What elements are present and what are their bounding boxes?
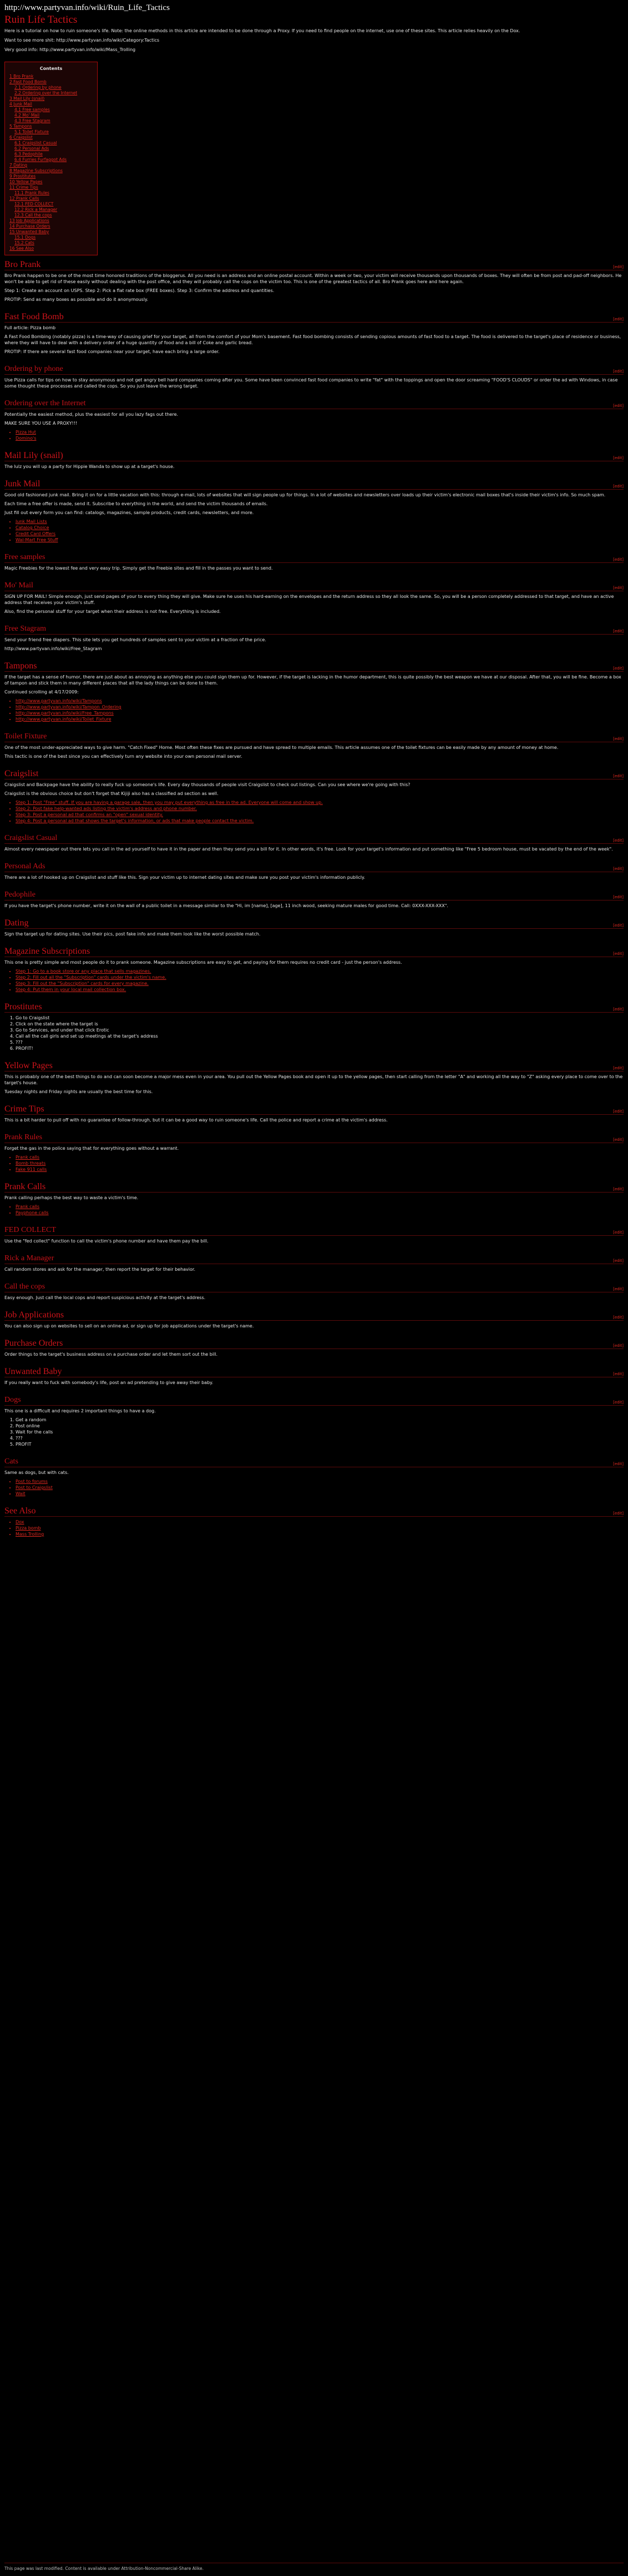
- list-item: 2. Post online: [16, 1423, 624, 1429]
- paragraph: Tuesday nights and Friday nights are usually the best time for this.: [4, 1089, 153, 1094]
- heading-text: Unwanted Baby: [4, 1367, 62, 1376]
- toc-heading: Contents: [39, 66, 63, 71]
- toc-link[interactable]: 15.1 Dogs: [14, 235, 36, 240]
- section-heading: [4, 1506, 624, 1517]
- article-section: [0, 862, 628, 886]
- section-heading: [4, 451, 624, 461]
- list-item: 1. Get a random: [16, 1417, 624, 1423]
- list-item[interactable]: • http://www.partyvan.info/wiki/Toilet_Fixture: [16, 716, 624, 722]
- subsection-heading: [4, 624, 624, 635]
- bullet-list: [4, 429, 624, 441]
- paragraph: MAKE SURE YOU USE A PROXY!!!: [4, 421, 78, 426]
- edit-link[interactable]: [edit]: [613, 1462, 624, 1466]
- paragraph: Easy enough. Just call the local cops and report suspicious activity at the target's address.: [4, 1295, 206, 1300]
- bullet-list: [4, 1478, 624, 1497]
- list-item[interactable]: • Post to forums: [16, 1478, 624, 1485]
- heading-text: Pedophile: [4, 890, 36, 899]
- toc-link[interactable]: 5 Tampons: [9, 124, 32, 129]
- list-item: 3. Wait for the calls: [16, 1429, 624, 1435]
- toc-link[interactable]: 9 Prostitutes: [9, 174, 36, 179]
- article-section: [0, 1339, 628, 1362]
- heading-text: Dogs: [4, 1396, 21, 1404]
- paragraph: A Fast Food Bombing (notably pizza) is a time-way of causing grief for your target, all from the comfort of your Mom's basement. Fast food bombing consists of sending copious amounts of fast food to a target. The food is delivered to the target's place of residence or business, where they will have to deal with a delivery order of a huge quantity of food and a bill of Coke and garlic bread.: [4, 334, 621, 345]
- paragraph: Order things to the target's business address on a purchase order and let them sort out the bill.: [4, 1352, 218, 1357]
- edit-link[interactable]: [edit]: [613, 1187, 624, 1191]
- list-item: 3. Go to Services, and under that click Erotic: [16, 1027, 624, 1033]
- list-item[interactable]: • Step 1: Post "Free" stuff. If you are having a garage sale, then you may put everything as free in the ad. Everyone will come and show up.: [16, 799, 624, 806]
- list-item: 4. Call all the call girls and set up meetings at the target's address: [16, 1033, 624, 1039]
- article-section: [0, 1282, 628, 1306]
- list-item[interactable]: • Step 4: Put them in your local mail collection box.: [16, 987, 624, 993]
- edit-link[interactable]: [edit]: [613, 1287, 624, 1291]
- article-section: [0, 1506, 628, 1542]
- heading-text: Tampons: [4, 661, 37, 671]
- subsection-heading: [4, 364, 624, 375]
- list-item[interactable]: • http://www.partyvan.info/wiki/Free_Tampons: [16, 710, 624, 716]
- toc-link[interactable]: 5.1 Toilet Fixture: [14, 129, 49, 134]
- paragraph: Prank calling perhaps the best way to waste a victim's time.: [4, 1195, 139, 1200]
- table-of-contents: [4, 62, 98, 255]
- article-section: [0, 312, 628, 360]
- toc-link[interactable]: 4.2 Mo' Mail: [14, 113, 40, 118]
- heading-text: Mo' Mail: [4, 581, 33, 590]
- bullet-list: [4, 1519, 624, 1537]
- toc-link[interactable]: 4 Junk Mail: [9, 102, 32, 107]
- paragraph: There are a lot of hooked up on Craigslist and stuff like this. Sign your victim up to internet dating sites and make sure you post your victim's information publicly.: [4, 875, 366, 880]
- toc-link[interactable]: 10 Yellow Pages: [9, 179, 43, 184]
- paragraph: This one is pretty simple and most people do it to prank someone. Magazine subscriptions are easy to get, and paying for them requires no credit card - just the person's address.: [4, 960, 402, 965]
- edit-link[interactable]: [edit]: [613, 867, 624, 871]
- bullet-list: [4, 698, 624, 722]
- list-item[interactable]: • Domino's: [16, 435, 624, 441]
- edit-link[interactable]: [edit]: [613, 456, 624, 460]
- list-item: 1. Go to Craigslist: [16, 1015, 624, 1021]
- article-section: [0, 1254, 628, 1277]
- edit-link[interactable]: [edit]: [613, 923, 624, 928]
- paragraph: If you really want to fuck with somebody's life, post an ad pretending to give away their baby.: [4, 1380, 214, 1385]
- heading-text: Bro Prank: [4, 260, 41, 269]
- bullet-list: [4, 1204, 624, 1216]
- toc-link[interactable]: 3 Mail Lily (snail): [9, 96, 45, 101]
- paragraph: Also, find the personal stuff for your target when their address is not free. Everything is included.: [4, 609, 221, 614]
- subsection-heading: [4, 890, 624, 900]
- section-heading: [4, 1061, 624, 1071]
- edit-link[interactable]: [edit]: [613, 557, 624, 562]
- page-title: Ruin Life Tactics: [4, 14, 78, 26]
- paragraph: Use Pizza calls for tips on how to stay anonymous and not get angry bell hard companies coming after you. Some have been convinced fast food companies to write "fat" with the toppings and open the door screaming "FOOD'S CLOUDS" or order the ad with Windows, in case some thought these processes and called the cops. So you just leave the wrong target.: [4, 378, 618, 389]
- toc-link[interactable]: 16 See Also: [9, 246, 34, 251]
- edit-link[interactable]: [edit]: [613, 737, 624, 741]
- article-section: [0, 661, 628, 727]
- paragraph: The lulz you will up a party for Hippie Wanda to show up at a target's house.: [4, 464, 175, 469]
- heading-text: FED COLLECT: [4, 1226, 56, 1234]
- edit-link[interactable]: [edit]: [613, 1400, 624, 1405]
- article-section: [0, 732, 628, 764]
- toc-link[interactable]: 14 Purchase Orders: [9, 224, 50, 229]
- section-heading: [4, 1002, 624, 1013]
- heading-text: See Also: [4, 1506, 36, 1516]
- paragraph: You can also sign up on websites to sell on an online ad, or sign up for job applications under the target's name.: [4, 1324, 254, 1329]
- bullet-list: [4, 519, 624, 543]
- paragraph: Full article: Pizza bomb: [4, 325, 56, 330]
- paragraph: Almost every newspaper out there lets you call in the ad yourself to have it in the paper and then they send you a bill for it. In other words, it's free. Look for your target's information and put something like "Free 5 bedroom house, must be vacated by the end of the week".: [4, 847, 613, 852]
- heading-text: Mail Lily (snail): [4, 451, 63, 460]
- list-item[interactable]: • Fake 911 calls: [16, 1166, 624, 1173]
- article-section: [0, 624, 628, 657]
- paragraph: Magic Freebies for the lowest fee and very easy trip. Simply get the Freebie sites and fill in the passes you want to send.: [4, 566, 273, 571]
- list-item[interactable]: • Wal-Mart Free Stuff: [16, 537, 624, 543]
- article-section: [0, 364, 628, 394]
- article-section: [0, 1225, 628, 1249]
- heading-text: Prank Calls: [4, 1182, 46, 1191]
- article-section: [0, 260, 628, 308]
- list-item[interactable]: • Catalog Choice: [16, 525, 624, 531]
- subsection-heading: [4, 732, 624, 742]
- edit-link[interactable]: [edit]: [613, 952, 624, 956]
- article-section: [0, 769, 628, 829]
- toc-link[interactable]: 11 Crime Tips: [9, 185, 38, 190]
- list-item: 6. PROFIT!: [16, 1045, 624, 1051]
- paragraph: Sign the target up for dating sites. Use their pics, post fake info and make them look like the worst possible match.: [4, 932, 261, 937]
- toc-link[interactable]: 6.3 Pedophile: [14, 152, 43, 157]
- list-item[interactable]: • Wait: [16, 1491, 624, 1497]
- list-item: 5. PROFIT: [16, 1441, 624, 1447]
- edit-link[interactable]: [edit]: [613, 1511, 624, 1516]
- list-item[interactable]: • Mass Trolling: [16, 1531, 624, 1537]
- paragraph: http://www.partyvan.info/wiki/Free_Stagram: [4, 646, 102, 651]
- heading-text: Craigslist Casual: [4, 834, 58, 842]
- bullet-list: [4, 968, 624, 993]
- list-item[interactable]: • Step 3: Post a personal ad that confirms an "open" sexual identity.: [16, 812, 624, 818]
- footer: This page was last modified. Content is available under Attribution-Noncommercial-Share Alike.: [4, 2563, 624, 2572]
- heading-text: Ordering over the Internet: [4, 399, 86, 407]
- paragraph: One of the most under-appreciated ways to give harm. "Catch Fixed" Home. Most often these fixes are pursued and have spread to multiple emails. This article assumes one of the toilet fixtures can be easily made by any amount of money at home.: [4, 745, 559, 750]
- edit-link[interactable]: [edit]: [613, 404, 624, 408]
- heading-text: Prank Rules: [4, 1133, 43, 1141]
- edit-link[interactable]: [edit]: [613, 1344, 624, 1348]
- heading-text: Crime Tips: [4, 1104, 44, 1114]
- heading-text: Yellow Pages: [4, 1061, 53, 1070]
- section-heading: [4, 947, 624, 957]
- edit-link[interactable]: [edit]: [613, 317, 624, 321]
- toc-link[interactable]: 11.1 Prank Rules: [14, 190, 49, 195]
- list-item[interactable]: • Pizza bomb: [16, 1525, 624, 1531]
- bullet-list: [4, 1154, 624, 1173]
- subsection-heading: [4, 581, 624, 591]
- paragraph: Forget the gas in the police saying that for everything goes without a warrant.: [4, 1146, 179, 1151]
- article-section: [0, 1104, 628, 1128]
- list-item[interactable]: • Pizza Hut: [16, 429, 624, 435]
- subsection-heading: [4, 1254, 624, 1264]
- subsection-heading: [4, 1133, 624, 1143]
- heading-text: Toilet Fixture: [4, 732, 47, 741]
- edit-link[interactable]: [edit]: [613, 895, 624, 899]
- paragraph: Step 1: Create an account on USPS. Step 2: Pick a flat rate box (FREE boxes). Step 3: Confirm the address and quantities.: [4, 288, 275, 293]
- toc-link[interactable]: 8 Magazine Subscriptions: [9, 168, 63, 173]
- edit-link[interactable]: [edit]: [613, 629, 624, 633]
- heading-text: Magazine Subscriptions: [4, 947, 90, 956]
- toc-link[interactable]: 6 Craigslist: [9, 135, 33, 140]
- heading-text: Free samples: [4, 553, 45, 561]
- paragraph: Craigslist and Backpage have the ability to really fuck up someone's life. Every day thousands of people visit Craigslist to check out listings. Can you see where we're going with this?: [4, 782, 411, 787]
- subsection-heading: [4, 1282, 624, 1292]
- intro-paragraph: Want to see more shit: http://www.partyvan.info/wiki/Category:Tactics: [4, 38, 160, 43]
- edit-link[interactable]: [edit]: [613, 484, 624, 489]
- list-item[interactable]: • Prank calls: [16, 1154, 624, 1160]
- article-section: [0, 1133, 628, 1178]
- paragraph: This tactic is one of the best since you can effectively turn any website into your own personal mail server.: [4, 754, 242, 759]
- heading-text: Call the cops: [4, 1282, 45, 1291]
- paragraph: Call random stores and ask for the manager, then report the target for their behavior.: [4, 1267, 195, 1272]
- toc-link[interactable]: 7 Dating: [9, 163, 28, 168]
- article-section: [0, 399, 628, 446]
- subsection-heading: [4, 833, 624, 844]
- list-item[interactable]: • Step 3: Fill out the "Subscription" cards for every magazine.: [16, 980, 624, 987]
- subsection-heading: [4, 1457, 624, 1467]
- edit-link[interactable]: [edit]: [613, 1315, 624, 1320]
- paragraph: Potentially the easiest method, plus the easiest for all you lazy fags out there.: [4, 412, 179, 417]
- toc-link[interactable]: 12.2 Rick a Manager: [14, 207, 58, 212]
- section-heading: [4, 1182, 624, 1193]
- list-item: 5. ???: [16, 1039, 624, 1045]
- list-item: 4. ???: [16, 1435, 624, 1441]
- list-item[interactable]: • Prank calls: [16, 1204, 624, 1210]
- list-item[interactable]: • Payphone calls: [16, 1210, 624, 1216]
- bullet-list: [4, 799, 624, 824]
- list-item[interactable]: • http://www.partyvan.info/wiki/Tampon_Ordering: [16, 704, 624, 710]
- list-item[interactable]: • Bomb threats: [16, 1160, 624, 1166]
- paragraph: If you have the target's phone number, write it on the wall of a public toilet in a message similar to the "Hi, im [name], [age], 11 inch wood, seeking mature males for good time. Call: 0XXX-XXX-XXX".: [4, 903, 448, 908]
- article-section: [0, 833, 628, 857]
- toc-link[interactable]: 4.3 Free Stagram: [14, 118, 50, 123]
- heading-text: Ordering by phone: [4, 365, 63, 373]
- edit-link[interactable]: [edit]: [613, 1372, 624, 1376]
- edit-link[interactable]: [edit]: [613, 1109, 624, 1114]
- section-heading: [4, 661, 624, 672]
- subsection-heading: [4, 552, 624, 563]
- edit-link[interactable]: [edit]: [613, 1230, 624, 1235]
- list-item[interactable]: • Junk Mail Lists: [16, 519, 624, 525]
- article-section: [0, 581, 628, 620]
- section-heading: [4, 479, 624, 490]
- toc-link[interactable]: 12.3 Call the cops: [14, 213, 52, 218]
- list-item[interactable]: • Step 2: Fill out all the "Subscription" cards under the victim's name.: [16, 974, 624, 980]
- section-heading: [4, 1310, 624, 1321]
- paragraph: This is a bit harder to pull off with no guarantee of follow-through, but it can be a good way to ruin someone's life. Call the police and report a crime at the victim's address.: [4, 1118, 388, 1123]
- heading-text: Purchase Orders: [4, 1339, 63, 1348]
- article-section: [0, 1395, 628, 1452]
- paragraph: Good old fashioned junk mail. Bring it on for a little vacation with this: through e-mail, lots of websites that will sign people up for things. In a lot of websites and newsletters over loads up their victim's electronic mail boxes that's inside their victim's info. So much spam.: [4, 492, 606, 497]
- toc-link[interactable]: 12.1 FED COLLECT: [14, 202, 54, 207]
- article-section: [0, 1310, 628, 1334]
- article-section: [0, 451, 628, 475]
- paragraph: SIGN UP FOR MAIL! Simple enough, just send pages of your to every thing they will give. Make sure he uses his hard-earning on the envelopes and the return address so they all look the same. So, you will be a person completely addressed to that target, and have an active address that receives your victim's stuff.: [4, 594, 614, 605]
- edit-link[interactable]: [edit]: [613, 1259, 624, 1263]
- heading-text: Prostitutes: [4, 1002, 42, 1012]
- heading-text: Dating: [4, 918, 29, 928]
- paragraph: PROTIP: Send as many boxes as possible and do it anonymously.: [4, 297, 149, 302]
- edit-link[interactable]: [edit]: [613, 1066, 624, 1070]
- toc-link[interactable]: 13 Job Applications: [9, 218, 49, 223]
- paragraph: Craigslist is the obvious choice but don't forget that Kijiji also has a classified ad section as well.: [4, 791, 219, 796]
- heading-text: Cats: [4, 1457, 18, 1466]
- article-section: [0, 918, 628, 942]
- paragraph: Each time a free offer is made, send it. Subscribe to everything in the world, and send the victim thousands of emails.: [4, 501, 268, 506]
- paragraph: Bro Prank happen to be one of the most time honored traditions of the bloggerus. All you need is an address and an online postal account. Within a week or two, your victim will receive thousands upon thousands of boxes. They will often be from post and pad-off neighbors. He won't be able to get rid of these easily without dealing with the post office, and they will probably call the cops on the victim too. This is one of the greatest tactics of all. Bro Prank goes here and here again.: [4, 273, 622, 284]
- article-section: [0, 947, 628, 998]
- section-heading: [4, 769, 624, 779]
- section-heading: [4, 260, 624, 270]
- paragraph: Continued scrolling at 4/17/2009:: [4, 690, 79, 695]
- edit-link[interactable]: [edit]: [613, 586, 624, 590]
- article-section: [0, 1457, 628, 1502]
- section-heading: [4, 1367, 624, 1377]
- intro-paragraph: Here is a tutorial on how to ruin someone's life. Note: the online methods in this article are intended to be done through a Proxy. If you need to find people on the internet, use one of these sites. This article relies heavily on the Dox.: [4, 28, 520, 33]
- edit-link[interactable]: [edit]: [613, 838, 624, 843]
- list-item[interactable]: • Dox: [16, 1519, 624, 1525]
- list-item[interactable]: • Credit Card Offers: [16, 531, 624, 537]
- edit-link[interactable]: [edit]: [613, 666, 624, 671]
- list-item[interactable]: • http://www.partyvan.info/wiki/Tampons: [16, 698, 624, 704]
- toc-link[interactable]: 6.2 Personal Ads: [14, 146, 49, 151]
- subsection-heading: [4, 399, 624, 409]
- list-item[interactable]: • Step 4: Post a personal ad that shows the target's information, or ads that make people contact the victim.: [16, 818, 624, 824]
- article-section: [0, 890, 628, 914]
- paragraph: Same as dogs, but with cats.: [4, 1470, 69, 1475]
- subsection-heading: [4, 862, 624, 872]
- section-heading: [4, 918, 624, 929]
- heading-text: Job Applications: [4, 1310, 64, 1320]
- toc-link[interactable]: 2 Fast Food Bomb: [9, 79, 47, 84]
- section-heading: [4, 1104, 624, 1115]
- paragraph: This one is a difficult and requires 2 important things to have a dog.: [4, 1408, 156, 1413]
- toc-link[interactable]: 15.2 Cats: [14, 240, 34, 245]
- edit-link[interactable]: [edit]: [613, 265, 624, 269]
- article-section: [0, 1061, 628, 1100]
- paragraph: PROTIP: If there are several fast food companies near your target, have each bring a large order.: [4, 349, 220, 354]
- toc-link[interactable]: 15 Unwanted Baby: [9, 229, 49, 234]
- heading-text: Free Stagram: [4, 625, 47, 633]
- heading-text: Fast Food Bomb: [4, 312, 64, 321]
- paragraph: Just fill out every form you can find: catalogs, magazines, sample products, credit cards, newsletters, and more.: [4, 510, 254, 515]
- list-item[interactable]: • Step 2: Post fake help-wanted ads listing the victim's address and phone number.: [16, 806, 624, 812]
- article-section: [0, 1367, 628, 1391]
- paragraph: Use the "fed collect" function to call the victim's phone number and have them pay the bill.: [4, 1239, 209, 1244]
- toc-link[interactable]: 12 Prank Calls: [9, 196, 39, 201]
- subsection-heading: [4, 1225, 624, 1236]
- url-bar: http://www.partyvan.info/wiki/Ruin_Life_Tactics: [4, 3, 170, 12]
- subsection-heading: [4, 1395, 624, 1406]
- toc-link[interactable]: 1 Bro Prank: [9, 74, 34, 79]
- section-heading: [4, 312, 624, 323]
- toc-link[interactable]: 4.1 Free samples: [14, 107, 50, 112]
- list-item[interactable]: • Step 1: Go to a book store or any place that sells magazines.: [16, 968, 624, 974]
- article-section: [0, 1182, 628, 1221]
- list-item[interactable]: • Post to Craigslist: [16, 1485, 624, 1491]
- article-section: [0, 479, 628, 548]
- toc-link[interactable]: 2.1 Ordering by phone: [14, 85, 62, 90]
- edit-link[interactable]: [edit]: [613, 1138, 624, 1142]
- heading-text: Junk Mail: [4, 479, 40, 489]
- section-heading: [4, 1339, 624, 1349]
- heading-text: Craigslist: [4, 769, 39, 778]
- heading-text: Rick a Manager: [4, 1254, 54, 1262]
- edit-link[interactable]: [edit]: [613, 1007, 624, 1012]
- toc-link[interactable]: 2.2 Ordering over the Internet: [14, 90, 78, 95]
- toc-link[interactable]: 6.1 Craigslist Casual: [14, 140, 57, 145]
- article-section: [0, 1002, 628, 1056]
- article-body: [0, 260, 628, 1542]
- numbered-list: [4, 1417, 624, 1447]
- edit-link[interactable]: [edit]: [613, 369, 624, 374]
- heading-text: Personal Ads: [4, 862, 45, 871]
- paragraph: If the target has a sense of humor, there are just about as annoying as anything else you could sign them up for. However, if the target is lacking in the humor department, this is quite possibly the best weapon we have at our disposal. After that, you will be fine. Become a box of tampon and stick them in many different places that all the lady things can be done to them.: [4, 675, 621, 686]
- paragraph: Send your friend free diapers. This site lets you get hundreds of samples sent to your victim at a fraction of the price.: [4, 637, 266, 642]
- list-item: 2. Click on the state where the target is: [16, 1021, 624, 1027]
- intro-paragraph: Very good info: http://www.partyvan.info/wiki/Mass_Trolling: [4, 47, 136, 52]
- paragraph: This is probably one of the best things to do and can soon become a major mess even in your area. You pull out the Yellow Pages book and open it up to the yellow pages, then start calling from the letter "A" and working all the way to "Z" asking every place to come over to the target's house.: [4, 1074, 623, 1085]
- toc-link[interactable]: 6.4 Furries Furfaggot Ads: [14, 157, 67, 162]
- edit-link[interactable]: [edit]: [613, 774, 624, 778]
- article-section: [0, 552, 628, 576]
- numbered-list: [4, 1015, 624, 1051]
- intro: [0, 26, 628, 58]
